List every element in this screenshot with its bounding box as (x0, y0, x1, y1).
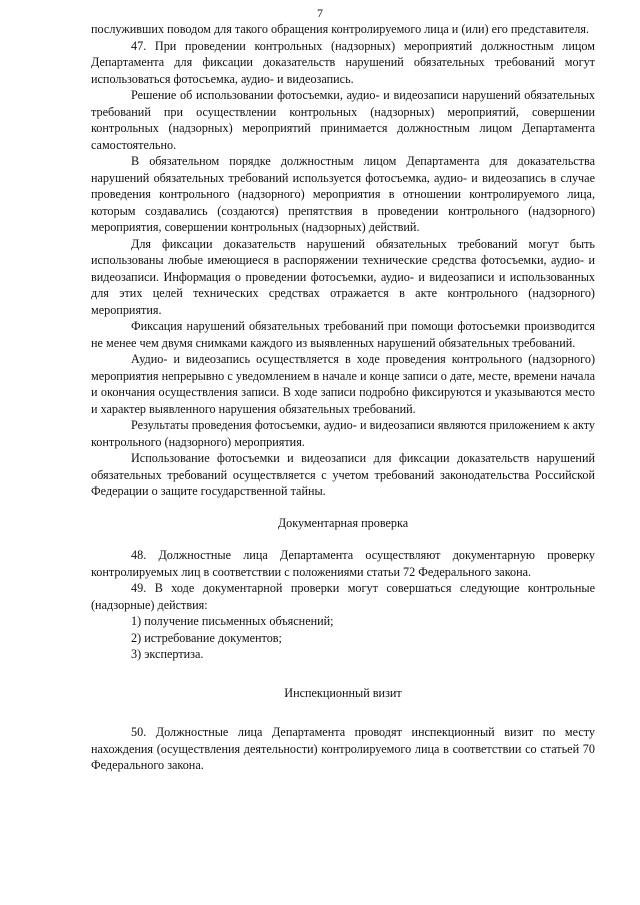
list-item: 2) истребование документов; (131, 630, 282, 645)
paragraph-47: 47. При проведении контрольных (надзорных) мероприятий должностным лицом Департамента для фиксации доказательств нарушений обязательных требований могут использоваться фотосъемка, аудио- и видеозапись. (91, 38, 595, 86)
paragraph-mandatory: В обязательном порядке должностным лицом Департамента для доказательства нарушений обязательных требований используется фотосъемка, аудио- и видеозапись в случае проведения контрольного (надзорного) мероприятия в отношении контролируемого лица, которым создавались (создаются) препятствия в проведении контрольного (надзорного) мероприятия, совершении контрольных (надзорных) действий. (91, 154, 595, 234)
list-item: 1) получение письменных объяснений; (131, 614, 334, 628)
document-body (91, 21, 595, 774)
paragraph-technical-means: Для фиксации доказательств нарушений обязательных требований могут быть использованы любые имеющиеся в распоряжении технические средства фотосъемки, аудио- и видеозаписи. Информация о проведении фотосъемки, аудио- и видеозаписи и использованных для этих целей технических средствах отражается в акте контрольного (надзорного) мероприятия. (91, 236, 595, 317)
spacer (91, 531, 595, 547)
paragraph-continuation: послуживших поводом для такого обращения контролируемого лица и (или) его представителя. (91, 22, 590, 36)
paragraph-state-secret: Использование фотосъемки и видеозаписи для фиксации доказательств нарушений обязательных требований осуществляется с учетом требований законодательства Российской Федерации о защите государственной тайны. (91, 451, 595, 498)
list-item: 3) экспертиза. (131, 647, 204, 661)
spacer (91, 663, 595, 685)
section-heading-documentary: Документарная проверка (277, 515, 409, 530)
paragraph-photo-fixation: Фиксация нарушений обязательных требований при помощи фотосъемки производится не менее чем двумя снимками каждого из выявленных нарушений обязательных требований. (91, 319, 595, 350)
paragraph-decision: Решение об использовании фотосъемки, аудио- и видеозаписи нарушений обязательных требований при осуществлении контрольных (надзорных) мероприятий, совершении контрольных (надзорных) мероприятий принимается должностным лицом Департамента самостоятельно. (91, 88, 595, 152)
spacer (91, 500, 595, 515)
page-number: 7 (317, 6, 323, 20)
paragraph-recording: Аудио- и видеозапись осуществляется в ходе проведения контрольного (надзорного) мероприятия непрерывно с уведомлением в начале и конце записи о дате, месте, времени начала и окончания осуществления записи. В ходе записи подробно фиксируются и указываются место и характер выявленного нарушения обязательных требований. (91, 352, 595, 416)
section-heading-inspection: Инспекционный визит (284, 685, 402, 700)
spacer (91, 701, 595, 724)
paragraph-results: Результаты проведения фотосъемки, аудио- и видеозаписи являются приложением к акту контрольного (надзорного) мероприятия. (91, 418, 595, 449)
paragraph-48: 48. Должностные лица Департамента осуществляют документарную проверку контролируемых лиц в соответствии с положениями статьи 72 Федерального закона. (91, 548, 595, 579)
paragraph-50: 50. Должностные лица Департамента проводят инспекционный визит по месту нахождения (осуществления деятельности) контролируемого лица в соответствии со статьей 70 Федерального закона. (91, 725, 595, 772)
paragraph-49: 49. В ходе документарной проверки могут совершаться следующие контрольные (надзорные) действия: (91, 581, 595, 612)
